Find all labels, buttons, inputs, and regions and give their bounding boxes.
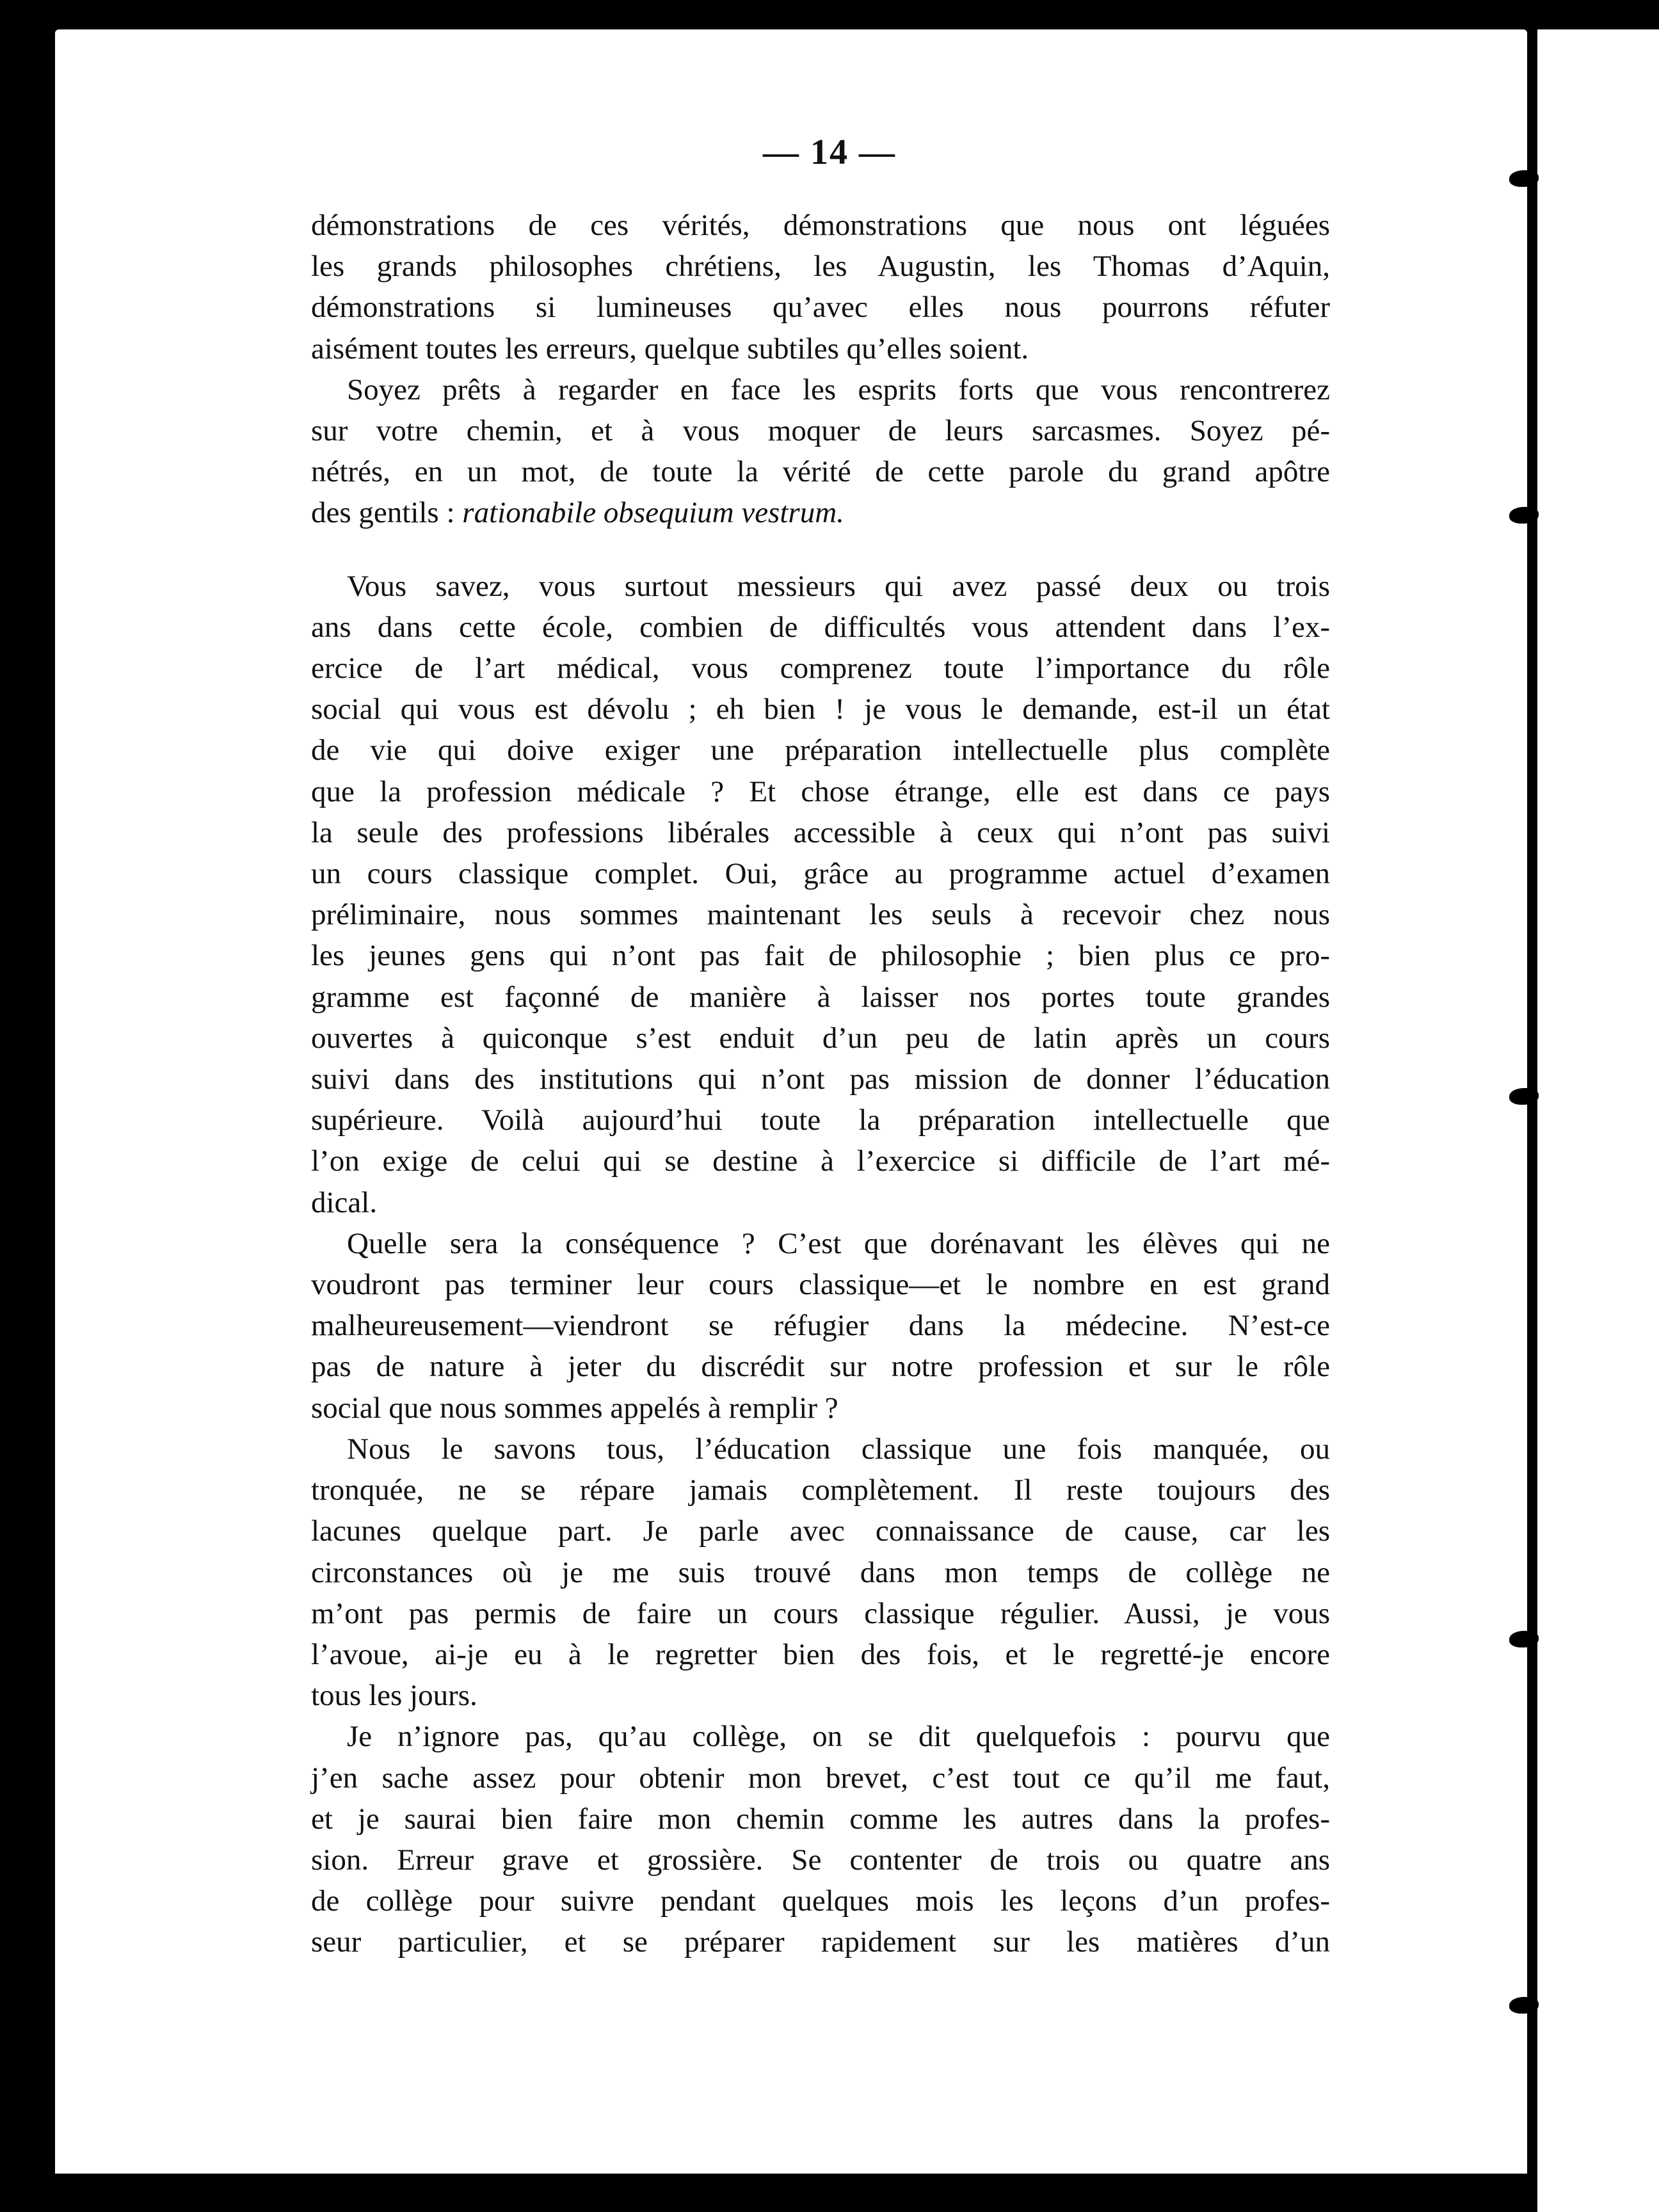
text-line: dical. [311, 1185, 378, 1219]
text-line: j’en sache assez pour obtenir mon brevet, c’est tout ce qu’il me faut, [311, 1761, 1330, 1795]
text-line: l’avoue, ai-je eu à le regretter bien des fois, et le regretté-je encore [311, 1637, 1330, 1671]
binding-stitch [1509, 1997, 1539, 2014]
text-line: un cours classique complet. Oui, grâce au programme actuel d’examen [311, 857, 1330, 891]
text-line: lacunes quelque part. Je parle avec connaissance de cause, car les [311, 1514, 1330, 1548]
paragraph [311, 1716, 1330, 1962]
paragraph [311, 566, 1330, 1223]
text-line: de collège pour suivre pendant quelques mois les leçons d’un profes- [311, 1884, 1330, 1918]
text-line: aisément toutes les erreurs, quelque subtiles qu’elles soient. [311, 332, 1029, 365]
next-page-edge [1537, 29, 1659, 2212]
latin-quotation: rationabile obsequium vestrum. [462, 496, 844, 530]
text-line: Vous savez, vous surtout messieurs qui avez passé deux ou trois [347, 569, 1330, 603]
text-line: l’on exige de celui qui se destine à l’exercice si difficile de l’art mé- [311, 1144, 1330, 1178]
page-body [311, 205, 1330, 1963]
text-line: suivi dans des institutions qui n’ont pas mission de donner l’éducation [311, 1062, 1330, 1096]
text-line: ans dans cette école, combien de difficultés vous attendent dans l’ex- [311, 610, 1330, 644]
text-line: nétrés, en un mot, de toute la vérité de cette parole du grand apôtre [311, 455, 1330, 489]
text-line: démonstrations si lumineuses qu’avec elles nous pourrons réfuter [311, 291, 1330, 325]
text-line: pas de nature à jeter du discrédit sur notre profession et sur le rôle [311, 1350, 1330, 1384]
text-line: voudront pas terminer leur cours classique—et le nombre en est grand [311, 1268, 1330, 1302]
text-line: Quelle sera la conséquence ? C’est que dorénavant les élèves qui ne [347, 1226, 1330, 1260]
text-line-with-quotation [311, 492, 1330, 533]
text-line: Nous le savons tous, l’éducation classique une fois manquée, ou [347, 1432, 1330, 1466]
text-line: malheureusement—viendront se réfugier dans la médecine. N’est-ce [311, 1309, 1330, 1343]
text-line: démonstrations de ces vérités, démonstrations que nous ont léguées [311, 209, 1330, 242]
paragraph [311, 369, 1330, 534]
binding-stitch [1509, 1088, 1539, 1105]
text-line: social que nous sommes appelés à remplir ? [311, 1391, 838, 1425]
text-line: social qui vous est dévolu ; eh bien ! je vous le demande, est-il un état [311, 693, 1330, 726]
paragraph [311, 205, 1330, 369]
paragraph [311, 1223, 1330, 1429]
binding-edge [1527, 26, 1534, 2189]
text-line: m’ont pas permis de faire un cours classique régulier. Aussi, je vous [311, 1596, 1330, 1630]
page-number: — 14 — [763, 132, 896, 172]
binding-stitch [1509, 1631, 1539, 1647]
text-line: ercice de l’art médical, vous comprenez toute l’importance du rôle [311, 652, 1330, 685]
text-line: les grands philosophes chrétiens, les Augustin, les Thomas d’Aquin, [311, 250, 1330, 284]
text-line: ouvertes à quiconque s’est enduit d’un peu de latin après un cours [311, 1021, 1330, 1055]
text-line: sur votre chemin, et à vous moquer de leurs sarcasmes. Soyez pé- [311, 414, 1330, 448]
text-line: la seule des professions libérales accessible à ceux qui n’ont pas suivi [311, 815, 1330, 849]
text-line: que la profession médicale ? Et chose étrange, elle est dans ce pays [311, 774, 1330, 808]
text-line: Soyez prêts à regarder en face les esprits forts que vous rencontrerez [347, 373, 1330, 406]
text-line: les jeunes gens qui n’ont pas fait de philosophie ; bien plus ce pro- [311, 939, 1330, 973]
line-prefix: des gentils : [311, 496, 463, 530]
binding-stitch [1509, 507, 1539, 524]
text-line: Je n’ignore pas, qu’au collège, on se dit quelquefois : pourvu que [347, 1720, 1330, 1754]
text-line: tous les jours. [311, 1679, 477, 1713]
text-line: gramme est façonné de manière à laisser nos portes toute grandes [311, 980, 1330, 1014]
text-line: circonstances où je me suis trouvé dans mon temps de collège ne [311, 1555, 1330, 1589]
text-line: de vie qui doive exiger une préparation intellectuelle plus complète [311, 733, 1330, 767]
text-line: supérieure. Voilà aujourd’hui toute la préparation intellectuelle que [311, 1103, 1330, 1137]
text-line: et je saurai bien faire mon chemin comme les autres dans la profes- [311, 1802, 1330, 1836]
text-line: tronquée, ne se répare jamais complètement. Il reste toujours des [311, 1473, 1330, 1507]
text-line: préliminaire, nous sommes maintenant les seuls à recevoir chez nous [311, 898, 1330, 932]
text-line: sion. Erreur grave et grossière. Se contenter de trois ou quatre ans [311, 1843, 1330, 1877]
section-gap [311, 534, 1330, 566]
text-line: seur particulier, et se préparer rapidement sur les matières d’un [311, 1925, 1330, 1959]
paragraph [311, 1429, 1330, 1716]
